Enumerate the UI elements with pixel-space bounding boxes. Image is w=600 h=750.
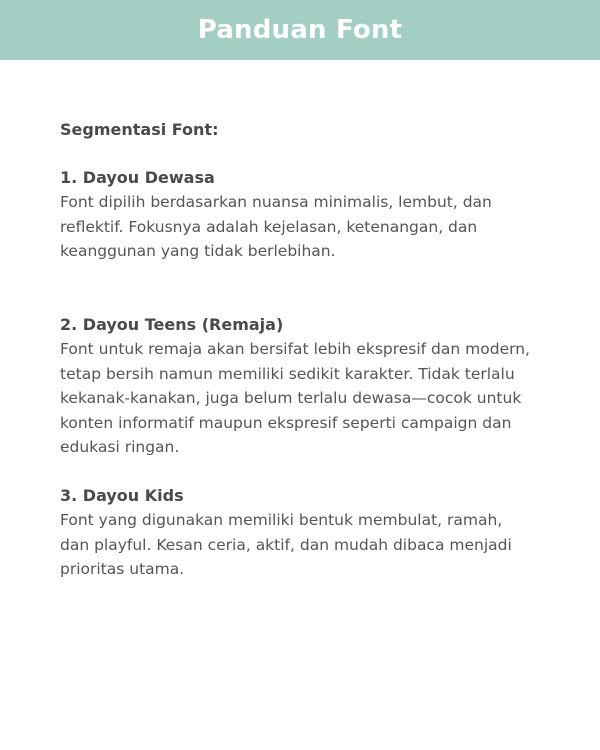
body-line: tetap bersih namun memiliki sedikit karakter. Tidak terlalu	[60, 364, 515, 383]
page-title: Panduan Font	[197, 15, 403, 45]
body-line: Font untuk remaja akan bersifat lebih ekspresif dan modern,	[60, 340, 530, 358]
body-line: konten informatif maupun ekspresif seperti campaign dan	[60, 413, 512, 432]
body-line: dan playful. Kesan ceria, aktif, dan mudah dibaca menjadi	[60, 535, 512, 554]
body-line: keanggunan yang tidak berlebihan.	[60, 242, 336, 260]
header-bar	[0, 0, 600, 60]
section-title: 2. Dayou Teens (Remaja)	[60, 315, 284, 334]
section-title: 3. Dayou Kids	[60, 486, 184, 505]
section-dayou-teens	[60, 313, 560, 460]
section-title: 1. Dayou Dewasa	[60, 168, 215, 187]
body-line: edukasi ringan.	[60, 438, 180, 456]
content-area	[0, 60, 600, 750]
section-dayou-dewasa	[60, 166, 560, 264]
section-body	[60, 337, 560, 460]
body-line: kekanak-kanakan, juga belum terlalu dewasa—cocok untuk	[60, 389, 522, 407]
body-line: Font yang digunakan memiliki bentuk membulat, ramah,	[60, 511, 503, 529]
body-line: reflektif. Fokusnya adalah kejelasan, ketenangan, dan	[60, 217, 478, 236]
segmentation-heading: Segmentasi Font:	[60, 120, 219, 139]
section-body	[60, 508, 560, 582]
body-line: Font dipilih berdasarkan nuansa minimalis, lembut, dan	[60, 193, 492, 211]
section-body	[60, 190, 560, 264]
section-dayou-kids	[60, 484, 560, 582]
body-line: prioritas utama.	[60, 560, 185, 578]
